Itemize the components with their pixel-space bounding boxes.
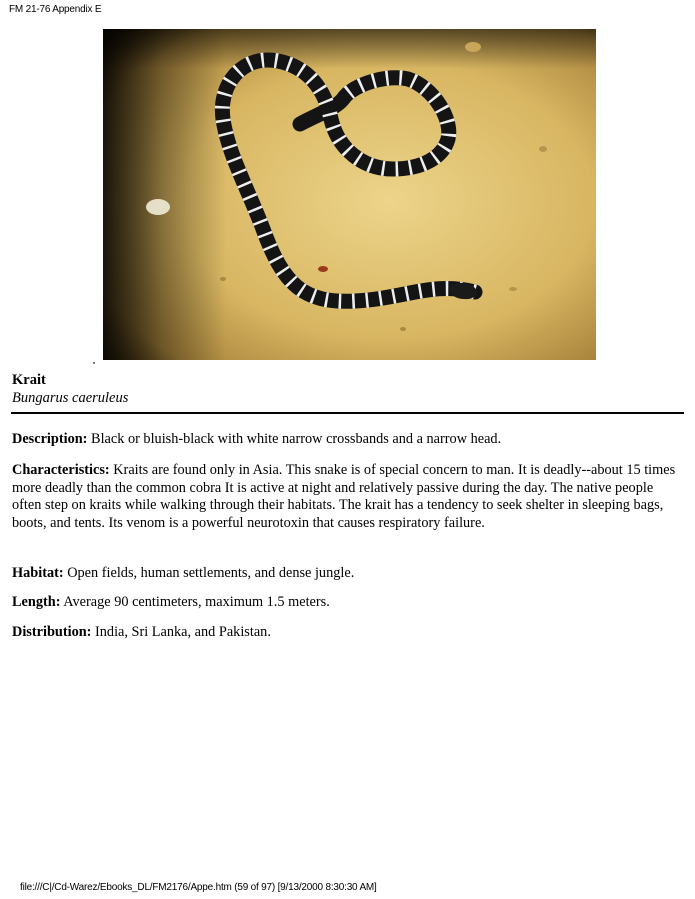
stray-mark — [93, 362, 95, 364]
running-head: FM 21-76 Appendix E — [9, 4, 102, 15]
length-paragraph — [12, 594, 684, 612]
distribution-text: India, Sri Lanka, and Pakistan. — [95, 624, 271, 640]
length-label: Length: — [12, 594, 61, 610]
habitat-text: Open fields, human settlements, and dense jungle. — [67, 565, 355, 581]
section-divider — [11, 412, 684, 414]
characteristics-label: Characteristics: — [12, 462, 110, 478]
page-footer-path: file:///C|/Cd-Warez/Ebooks_DL/FM2176/Appe.htm (59 of 97) [9/13/2000 8:30:30 AM] — [20, 882, 377, 893]
length-text: Average 90 centimeters, maximum 1.5 meters. — [63, 594, 330, 610]
krait-photo — [103, 29, 596, 360]
habitat-label: Habitat: — [12, 565, 64, 581]
habitat-paragraph — [12, 565, 684, 583]
species-scientific-name: Bungarus caeruleus — [12, 390, 129, 406]
description-paragraph — [12, 431, 684, 449]
species-common-name: Krait — [12, 372, 46, 388]
description-text: Black or bluish-black with white narrow crossbands and a narrow head. — [91, 431, 502, 447]
description-label: Description: — [12, 431, 88, 447]
distribution-paragraph — [12, 624, 684, 642]
krait-illustration — [103, 29, 596, 360]
distribution-label: Distribution: — [12, 624, 92, 640]
characteristics-paragraph — [12, 462, 684, 532]
characteristics-text: Kraits are found only in Asia. This snake is of special concern to man. It is deadly--about 15 times more deadly than the common cobra It is active at night and relatively passive during the day. The native people often step on kraits while walking through their habitats. The krait has a tendency to seek shelter in sleeping bags, boots, and tents. Its venom is a powerful neurotoxin that causes respiratory failure. — [12, 462, 676, 531]
